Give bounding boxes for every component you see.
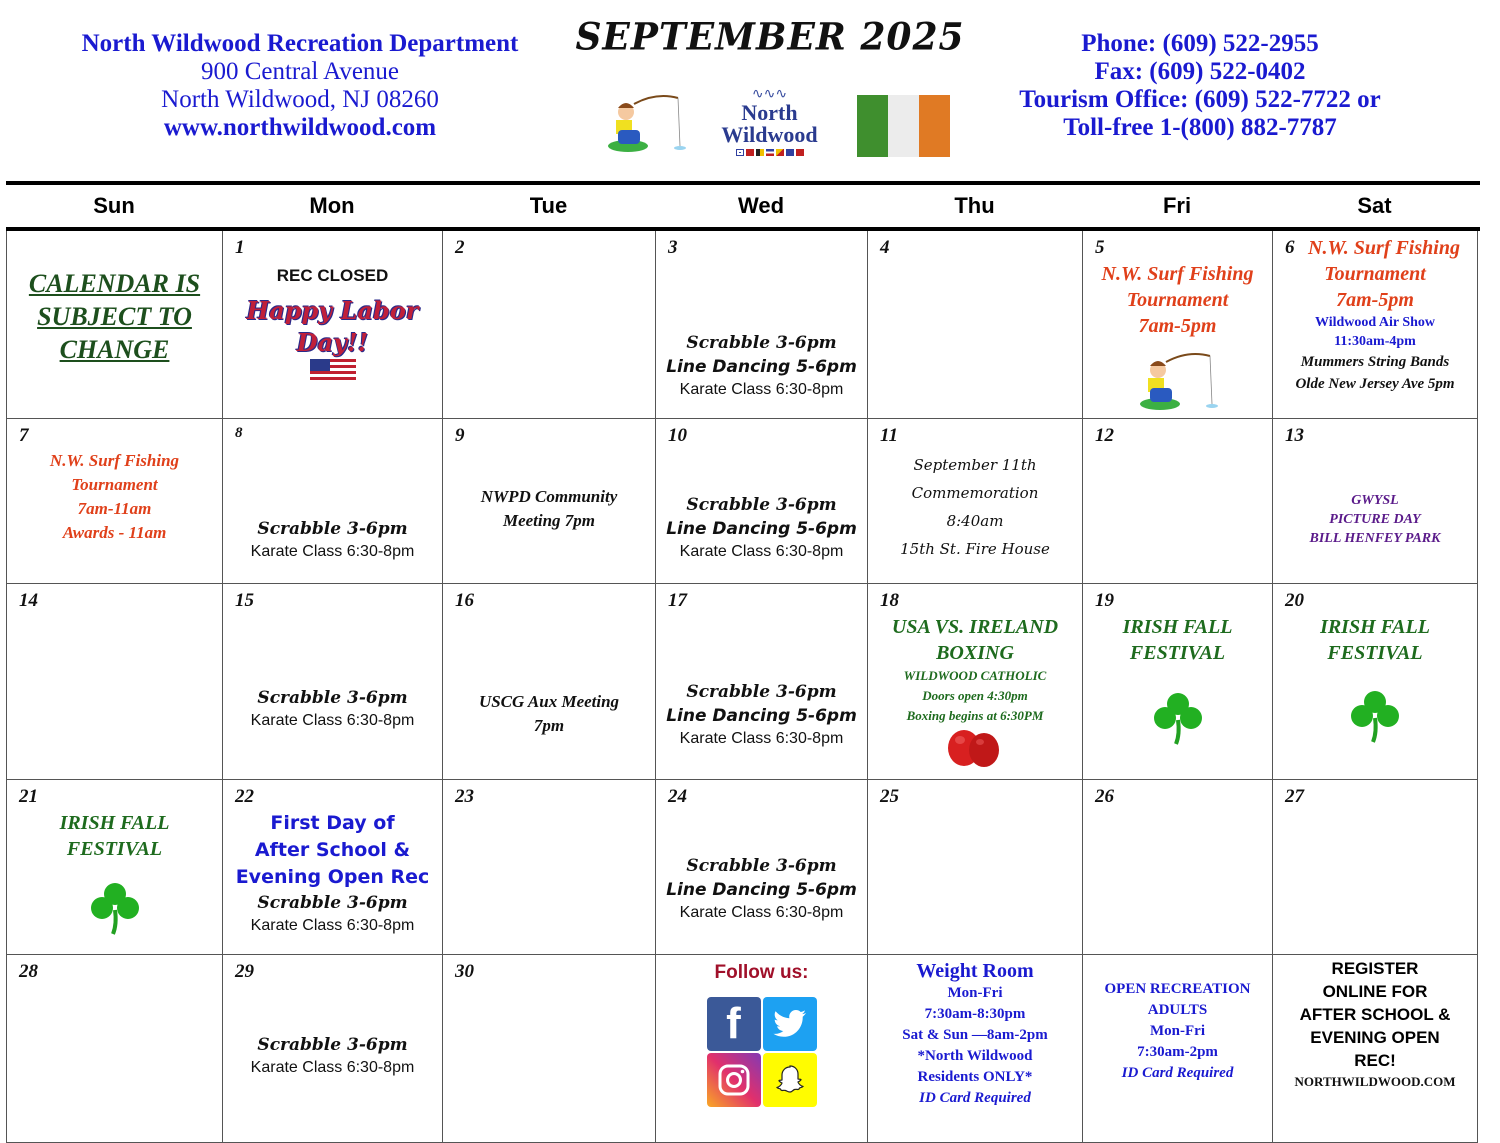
day-cell-26[interactable] [1083,780,1273,955]
air-show-time: 11:30am-4pm [1334,334,1416,349]
shamrock-icon [1345,686,1405,746]
twitter-icon[interactable] [763,997,817,1051]
weekday-thu: Thu [954,193,995,218]
event-line: PICTURE DAY [1329,512,1421,527]
register-line: EVENING OPEN [1310,1028,1440,1047]
event-line: September 11th [913,456,1037,474]
follow-us-cell [656,955,868,1143]
day-cell-13[interactable] [1273,419,1478,584]
weight-room-line: 7:30am-8:30pm [924,1006,1026,1022]
day-number: 24 [668,786,687,807]
karate-event: Karate Class 6:30-8pm [250,543,415,560]
day-cell-2[interactable] [443,231,656,419]
header-logos [560,78,980,168]
day-cell-25[interactable] [868,780,1083,955]
event-line: Commemoration [911,484,1039,502]
fisherman-icon [1138,351,1218,413]
event-line: N.W. Surf Fishing [49,451,180,470]
dolphins-icon: ∿∿∿ [751,87,788,102]
open-rec-cell [1083,955,1273,1143]
day-number: 10 [668,425,687,446]
address-line-2: North Wildwood, NJ 08260 [161,86,439,113]
event-line: 15th St. Fire House [900,540,1050,558]
day-cell-5[interactable] [1083,231,1273,419]
event-line: Tournament [1324,263,1426,285]
website-link[interactable]: www.northwildwood.com [163,114,437,141]
register-line: AFTER SCHOOL & [1299,1005,1451,1024]
logo-text-wildwood: Wildwood [721,122,818,147]
boxing-start-label: Boxing begins at 6:30PM [906,708,1044,723]
event-line: After School & [254,839,411,861]
day-number: 15 [235,590,254,611]
tollfree-number: Toll-free 1-(800) 882-7787 [1063,114,1337,141]
event-line: FESTIVAL [1129,642,1226,664]
month-title: SEPTEMBER 2025 [575,14,965,60]
open-rec-line: ADULTS [1147,1002,1208,1018]
open-rec-line: Mon-Fri [1150,1023,1205,1039]
weekday-sat: Sat [1357,193,1392,218]
day-number: 14 [19,590,38,611]
day-cell-20[interactable] [1273,584,1478,780]
org-name: North Wildwood Recreation Department [81,30,519,57]
day-cell-4[interactable] [868,231,1083,419]
day-number: 12 [1095,425,1114,446]
snapchat-icon[interactable] [763,1053,817,1107]
day-cell-24[interactable] [656,780,868,955]
fax-number: Fax: (609) 522-0402 [1094,58,1306,85]
notice-line: SUBJECT TO [37,302,192,331]
day-cell-7[interactable] [7,419,223,584]
scrabble-event: Scrabble 3-6pm [686,333,837,353]
day-number: 5 [1095,237,1105,258]
event-line: IRISH FALL [59,812,170,834]
day-number: 28 [19,961,38,982]
day-cell-3[interactable] [656,231,868,419]
event-line: GWYSL [1351,493,1399,508]
day-number: 27 [1285,786,1304,807]
weekday-fri: Fri [1162,193,1192,218]
rec-closed-label: REC CLOSED [276,266,389,285]
day-number: 2 [455,237,465,258]
day-number: 22 [235,786,254,807]
karate-event: Karate Class 6:30-8pm [679,543,844,560]
day-cell-12[interactable] [1083,419,1273,584]
event-line: Meeting 7pm [502,511,596,530]
day-cell-28[interactable] [7,955,223,1143]
open-rec-line: OPEN RECREATION [1104,981,1251,997]
event-line: USA VS. IRELAND [891,616,1059,638]
register-cell [1273,955,1478,1143]
event-line: 7am-11am [77,499,152,518]
weight-room-line: Mon-Fri [947,985,1003,1001]
notice-line: CALENDAR IS [28,269,201,298]
scrabble-event: Scrabble 3-6pm [257,1035,408,1055]
line-dancing-event: Line Dancing 5-6pm [666,880,857,900]
event-line: 7pm [533,716,565,735]
day-cell-23[interactable] [443,780,656,955]
event-line: BILL HENFEY PARK [1309,531,1441,546]
karate-event: Karate Class 6:30-8pm [679,730,844,747]
event-line: NWPD Community [480,487,618,506]
karate-event: Karate Class 6:30-8pm [250,917,415,934]
event-line: IRISH FALL [1122,616,1233,638]
open-rec-line: 7:30am-2pm [1137,1044,1218,1060]
event-line: 7am-5pm [1336,289,1414,311]
open-rec-id-note: ID Card Required [1121,1065,1234,1081]
scrabble-event: Scrabble 3-6pm [686,682,837,702]
day-cell-15[interactable] [223,584,443,780]
scrabble-event: Scrabble 3-6pm [686,856,837,876]
mummers-label: Mummers String Bands [1300,354,1450,370]
calendar [6,181,1480,1143]
weight-room-cell [868,955,1083,1143]
register-site-link[interactable]: NORTHWILDWOOD.COM [1294,1074,1456,1089]
instagram-icon[interactable] [707,1053,761,1107]
register-line: REGISTER [1331,959,1419,978]
karate-event: Karate Class 6:30-8pm [250,1059,415,1076]
day-cell-21[interactable] [7,780,223,955]
day-number: 23 [455,786,474,807]
event-line: N.W. Surf Fishing [1308,237,1460,259]
karate-event: Karate Class 6:30-8pm [679,904,844,921]
karate-event: Karate Class 6:30-8pm [250,712,415,729]
facebook-icon[interactable]: f [707,997,761,1051]
day-number: 1 [235,237,245,258]
day-cell-10[interactable] [656,419,868,584]
day-number: 26 [1095,786,1114,807]
scrabble-event: Scrabble 3-6pm [257,893,408,913]
day-number: 18 [880,590,899,611]
north-wildwood-logo [712,88,827,160]
day-number: 30 [455,961,474,982]
org-contact-block [40,30,560,142]
irish-flag-icon [857,95,950,157]
labor-day-graphic: Happy Labor Day!! [246,296,419,357]
day-cell-22[interactable] [223,780,443,955]
event-line: FESTIVAL [66,838,163,860]
day-cell-14[interactable] [7,584,223,780]
event-line: Tournament [1126,289,1229,311]
event-line: Evening Open Rec [235,866,430,888]
day-number: 20 [1285,590,1304,611]
karate-event: Karate Class 6:30-8pm [679,381,844,398]
weekday-tue: Tue [529,193,568,218]
signal-flags-icon [712,149,827,156]
us-flag-icon [310,359,356,383]
weekday-mon: Mon [309,193,355,218]
day-cell-6[interactable] [1273,231,1478,419]
event-line: Tournament [71,475,158,494]
day-number: 25 [880,786,899,807]
day-number: 4 [880,237,890,258]
address-line-1: 900 Central Avenue [200,58,400,85]
line-dancing-event: Line Dancing 5-6pm [666,357,857,377]
day-cell-9[interactable] [443,419,656,584]
event-line: Awards - 11am [62,523,167,542]
event-line: 7am-5pm [1138,315,1217,337]
event-line: First Day of [270,812,395,834]
doors-open-label: Doors open 4:30pm [922,688,1028,703]
venue-label: WILDWOOD CATHOLIC [903,668,1047,683]
register-line: ONLINE FOR [1322,982,1428,1001]
follow-us-label: Follow us: [714,962,809,983]
weight-room-id-note: ID Card Required [919,1090,1031,1106]
register-line: REC! [1354,1051,1396,1070]
event-line: N.W. Surf Fishing [1101,263,1254,285]
line-dancing-event: Line Dancing 5-6pm [666,706,857,726]
day-number: 11 [880,425,898,446]
day-number: 8 [235,425,243,441]
day-number: 29 [235,961,254,982]
day-number: 17 [668,590,687,611]
notice-line: CHANGE [59,335,170,364]
day-cell-18[interactable] [868,584,1083,780]
notice-cell [7,231,223,419]
day-number: 6 [1285,237,1295,258]
logo-text-north: North [741,100,798,125]
tourism-number: Tourism Office: (609) 522-7722 or [1019,86,1381,113]
mummers-location: Olde New Jersey Ave 5pm [1295,376,1455,392]
day-number: 3 [668,237,678,258]
boxing-gloves-icon [940,726,1010,770]
weight-room-line: Residents ONLY* [917,1069,1033,1085]
day-cell-17[interactable] [656,584,868,780]
day-cell-11[interactable] [868,419,1083,584]
day-cell-1[interactable] [223,231,443,419]
calendar-grid [6,231,1480,1143]
weekday-wed: Wed [737,193,785,218]
weight-room-line: *North Wildwood [917,1048,1033,1064]
day-number: 21 [19,786,38,807]
weight-room-title: Weight Room [916,960,1034,982]
event-line: BOXING [936,642,1014,664]
fisherman-icon [606,94,686,154]
shamrock-icon [1148,688,1208,748]
day-cell-29[interactable] [223,955,443,1143]
day-number: 19 [1095,590,1114,611]
day-number: 9 [455,425,465,446]
event-line: FESTIVAL [1327,642,1423,664]
day-cell-27[interactable] [1273,780,1478,955]
scrabble-event: Scrabble 3-6pm [257,688,408,708]
phone-number: Phone: (609) 522-2955 [1081,30,1319,57]
day-cell-30[interactable] [443,955,656,1143]
weekday-header [6,185,1480,227]
day-number: 16 [455,590,474,611]
weekday-sun: Sun [93,193,135,218]
event-line: 8:40am [946,512,1004,530]
day-cell-19[interactable] [1083,584,1273,780]
month-header [560,14,980,147]
day-number: 7 [19,425,29,446]
weight-room-line: Sat & Sun —8am-2pm [902,1027,1048,1043]
event-line: USCG Aux Meeting [478,692,620,711]
scrabble-event: Scrabble 3-6pm [257,519,408,539]
event-line: IRISH FALL [1320,616,1430,638]
day-cell-8[interactable] [223,419,443,584]
social-icons [707,997,817,1107]
line-dancing-event: Line Dancing 5-6pm [666,519,857,539]
day-cell-16[interactable] [443,584,656,780]
phone-contact-block [985,30,1415,142]
scrabble-event: Scrabble 3-6pm [686,495,837,515]
air-show-label: Wildwood Air Show [1314,315,1436,330]
day-number: 13 [1285,425,1304,446]
shamrock-icon [85,878,145,938]
